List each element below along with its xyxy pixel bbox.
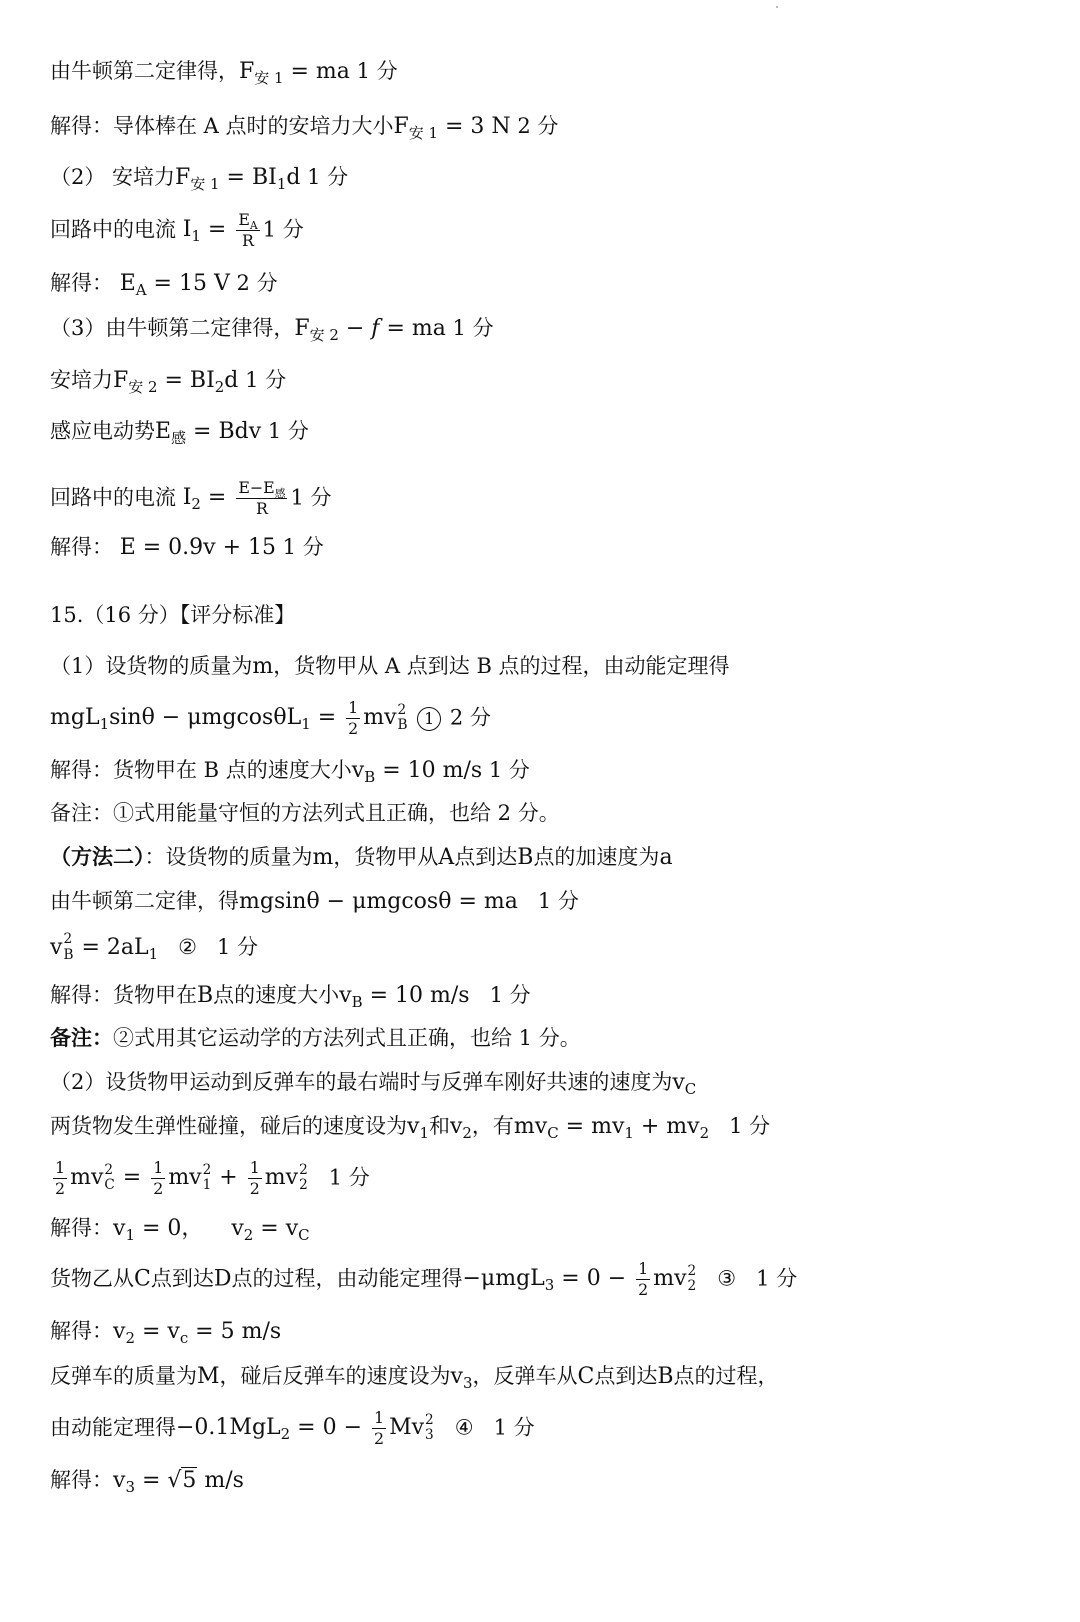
line-08: 感应电动势$E_感$ = Bdv 1 分 xyxy=(50,419,309,448)
line-23: $\frac{1}{2}$ mv 2 C = $\frac{1}{2}$ mv 2 1 + $\frac{1}{2}$ mv 2 2 1 分 xyxy=(55,1158,370,1198)
line-27: 反弹车的质量为M，碰后反弹车的速度设为$v_3$，反弹车从C点到达B点的过程， xyxy=(50,1364,779,1393)
line-24: 解得：$v_1 = 0$， $v_2 = v_C$ xyxy=(50,1216,310,1245)
line-25: 货物乙从C点到达D点的过程，由动能定理得−μmgL$_3$ = 0 − $\frac{1}{2}$ mv 2 2 ③ 1 分 xyxy=(50,1259,798,1299)
line-06: （3）由牛顿第二定律得，$F_{安 2} - f$ = ma 1 分 xyxy=(50,316,494,345)
line-22: 两货物发生弹性碰撞，碰后的速度设为$v_1$和$v_2$，有$mv_C = mv_1 + mv_2$ 1 分 xyxy=(50,1114,771,1143)
circled-1-icon: 1 xyxy=(417,707,441,731)
line-09: 回路中的电流 $I_2$ = $\frac{E-E_感}{R}$ 1 分 xyxy=(50,478,332,518)
line-02: 解得：导体棒在 A 点时的安培力大小$F_{安 1} = 3$ N 2 分 xyxy=(50,114,559,143)
line-20: 备注：②式用其它运动学的方法列式且正确，也给 1 分。 xyxy=(50,1025,581,1050)
line-07: 安培力$F_{安 2} = BI_2d$ 1 分 xyxy=(50,368,287,397)
line-05: 解得： $E_A = 15$ V 2 分 xyxy=(50,271,278,300)
line-16: （方法二）：设货物的质量为m，货物甲从A点到达B点的加速度为a xyxy=(50,844,673,870)
line-01: 由牛顿第二定律得，$F_{安 1}$ = ma 1 分 xyxy=(50,59,398,88)
line-21: （2）设货物甲运动到反弹车的最右端时与反弹车刚好共速的速度为$v_C$ xyxy=(50,1070,697,1099)
line-10: 解得： E = 0.9v + 15 1 分 xyxy=(50,535,324,560)
line-26: 解得：$v_2 = v_c = 5$ m/s xyxy=(50,1319,282,1348)
line-03: （2） 安培力$F_{安 1} = BI_1d$ 1 分 xyxy=(50,165,349,194)
line-19: 解得：货物甲在B点的速度大小$v_B = 10$ m/s 1 分 xyxy=(50,983,531,1012)
line-11: 15.（16 分）【评分标准】 xyxy=(50,603,296,627)
line-13: mgL$_1$sinθ − μmgcosθL$_1$ = $\frac{1}{2}$ mv 2 B 1 2 分 xyxy=(50,698,491,738)
line-28: 由动能定理得−0.1MgL$_2$ = 0 − $\frac{1}{2}$ Mv 2 3 ④ 1 分 xyxy=(50,1408,535,1448)
line-15: 备注：①式用能量守恒的方法列式且正确，也给 2 分。 xyxy=(50,801,560,825)
line-18: v 2 B = $2aL_1$ ② 1 分 xyxy=(50,931,259,964)
line-04: 回路中的电流 $I_1$ = $\frac{E_A}{R}$ 1 分 xyxy=(50,210,304,250)
line-17: 由牛顿第二定律，得mgsinθ − μmgcosθ = ma 1 分 xyxy=(50,889,579,914)
line-29: 解得：$v_3 = √5$ m/s xyxy=(50,1468,244,1497)
line-12: （1）设货物的质量为m，货物甲从 A 点到达 B 点的过程，由动能定理得 xyxy=(50,654,730,679)
stray-dot xyxy=(776,6,778,8)
line-14: 解得：货物甲在 B 点的速度大小$v_B = 10$ m/s 1 分 xyxy=(50,758,530,787)
